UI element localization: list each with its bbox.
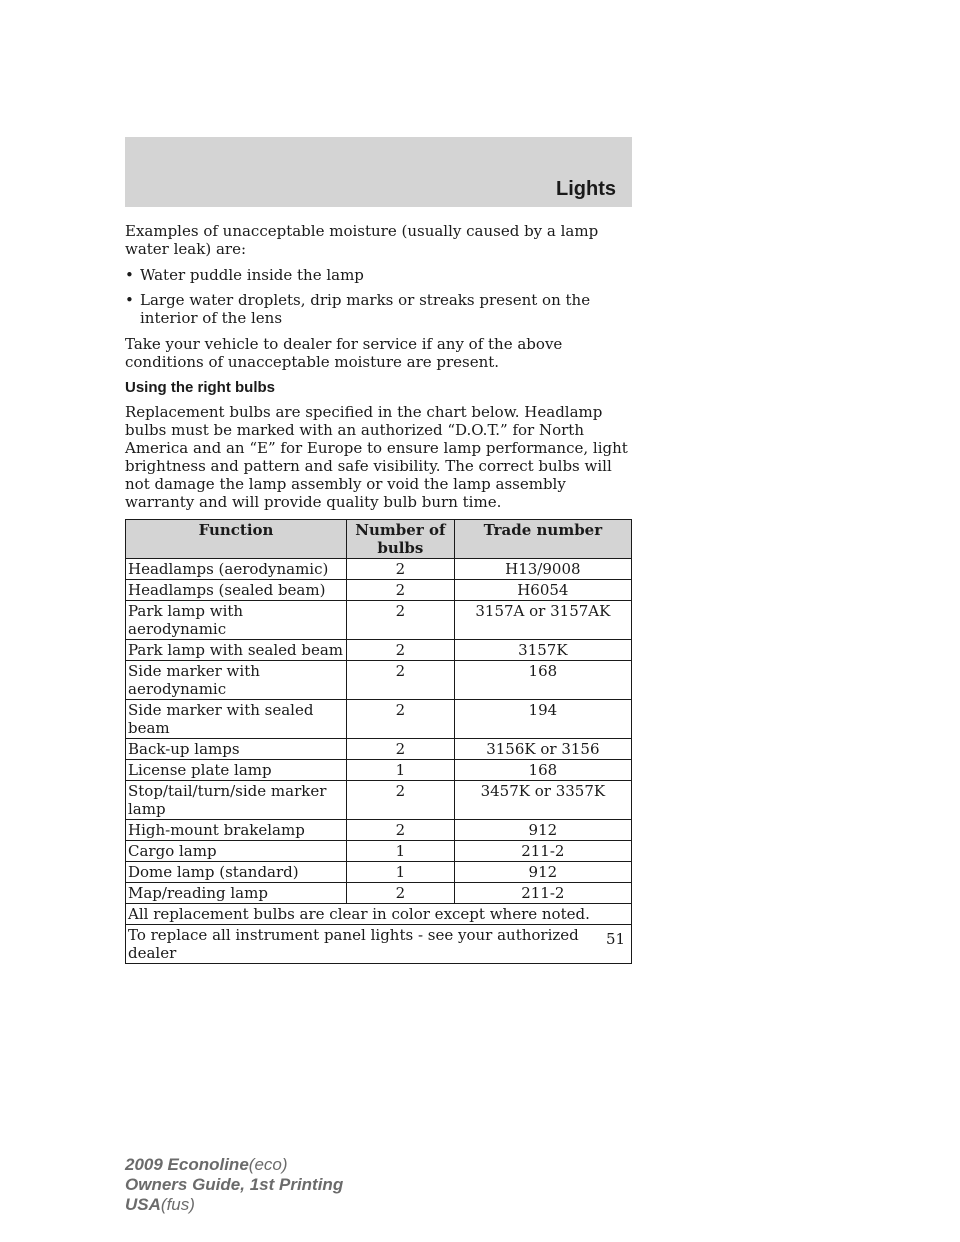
cell-count: 2 (347, 781, 455, 820)
cell-function: Park lamp with aerodynamic (126, 601, 347, 640)
footer-market: USA (125, 1195, 161, 1214)
cell-trade-number: 194 (454, 700, 631, 739)
footer-line-edition: Owners Guide, 1st Printing (125, 1175, 344, 1194)
section-heading: Using the right bulbs (125, 379, 275, 396)
cell-trade-number: 211-2 (454, 841, 631, 862)
cell-function: High-mount brakelamp (126, 820, 347, 841)
cell-function: Side marker with aerodynamic (126, 661, 347, 700)
cell-count: 2 (347, 601, 455, 640)
cell-trade-number: 3156K or 3156 (454, 739, 631, 760)
bullet-text: Water puddle inside the lamp (140, 266, 364, 284)
cell-function: Back-up lamps (126, 739, 347, 760)
bullet-glyph: • (125, 266, 134, 284)
cell-trade-number: 3157K (454, 640, 631, 661)
cell-count: 1 (347, 760, 455, 781)
table-row (126, 841, 632, 862)
table-note-row (126, 904, 632, 925)
cell-function: Side marker with sealed beam (126, 700, 347, 739)
cell-function: Cargo lamp (126, 841, 347, 862)
table-row (126, 760, 632, 781)
cell-trade-number: H6054 (454, 580, 631, 601)
cell-function: License plate lamp (126, 760, 347, 781)
bullet-text: Large water droplets, drip marks or streaks present on the interior of the lens (140, 291, 591, 327)
cell-count: 2 (347, 580, 455, 601)
column-header-trade-number: Trade number (454, 520, 631, 559)
column-header-function: Function (126, 520, 347, 559)
bullet-glyph: • (125, 291, 134, 309)
cell-count: 2 (347, 820, 455, 841)
cell-trade-number: 168 (454, 661, 631, 700)
table-row (126, 739, 632, 760)
table-row (126, 883, 632, 904)
footer-line-model (125, 1155, 343, 1175)
table-row (126, 862, 632, 883)
cell-trade-number: 168 (454, 760, 631, 781)
cell-count: 2 (347, 700, 455, 739)
cell-function: Park lamp with sealed beam (126, 640, 347, 661)
table-note: To replace all instrument panel lights - see your authorized dealer (126, 925, 632, 964)
document-footer (125, 1155, 343, 1215)
cell-count: 2 (347, 559, 455, 580)
footer-line-market (125, 1195, 343, 1215)
cell-function: Headlamps (sealed beam) (126, 580, 347, 601)
cell-trade-number: 3157A or 3157AK (454, 601, 631, 640)
cell-count: 2 (347, 661, 455, 700)
section-paragraph: Replacement bulbs are specified in the chart below. Headlamp bulbs must be marked with an authorized “D.O.T.” for North America and an “E” for Europe to ensure lamp performance, light brightness and pattern and safe visibility. The correct bulbs will not damage the lamp assembly or void the lamp assembly warranty and will provide quality bulb burn time. (125, 403, 628, 511)
cell-function: Stop/tail/turn/side marker lamp (126, 781, 347, 820)
table-row (126, 781, 632, 820)
footer-model: 2009 Econoline (125, 1155, 249, 1174)
section-header-band (125, 137, 632, 207)
table-row (126, 661, 632, 700)
table-row (126, 601, 632, 640)
cell-count: 1 (347, 862, 455, 883)
table-row (126, 820, 632, 841)
page-content (125, 222, 632, 964)
cell-count: 2 (347, 739, 455, 760)
intro-paragraph: Examples of unacceptable moisture (usually caused by a lamp water leak) are: (125, 222, 599, 258)
footer-market-code: (fus) (160, 1195, 195, 1214)
table-row (126, 559, 632, 580)
moisture-bullet-list (125, 266, 632, 327)
cell-trade-number: 211-2 (454, 883, 631, 904)
page-number: 51 (606, 930, 626, 948)
cell-function: Headlamps (aerodynamic) (126, 559, 347, 580)
table-row (126, 700, 632, 739)
list-item (125, 266, 632, 284)
cell-trade-number: 912 (454, 820, 631, 841)
list-item (125, 291, 632, 327)
table-header-row (126, 520, 632, 559)
cell-function: Dome lamp (standard) (126, 862, 347, 883)
table-note-row (126, 925, 632, 964)
cell-count: 2 (347, 883, 455, 904)
cell-count: 1 (347, 841, 455, 862)
cell-function: Map/reading lamp (126, 883, 347, 904)
service-note-paragraph: Take your vehicle to dealer for service if any of the above conditions of unacceptable moisture are present. (125, 335, 563, 371)
cell-trade-number: 3457K or 3357K (454, 781, 631, 820)
cell-count: 2 (347, 640, 455, 661)
cell-trade-number: 912 (454, 862, 631, 883)
footer-model-code: (eco) (248, 1155, 288, 1174)
cell-trade-number: H13/9008 (454, 559, 631, 580)
bulb-table (125, 519, 632, 964)
table-note: All replacement bulbs are clear in color except where noted. (126, 904, 632, 925)
section-title: Lights (556, 178, 616, 200)
table-row (126, 580, 632, 601)
column-header-number-of-bulbs: Number of bulbs (347, 520, 455, 559)
table-row (126, 640, 632, 661)
